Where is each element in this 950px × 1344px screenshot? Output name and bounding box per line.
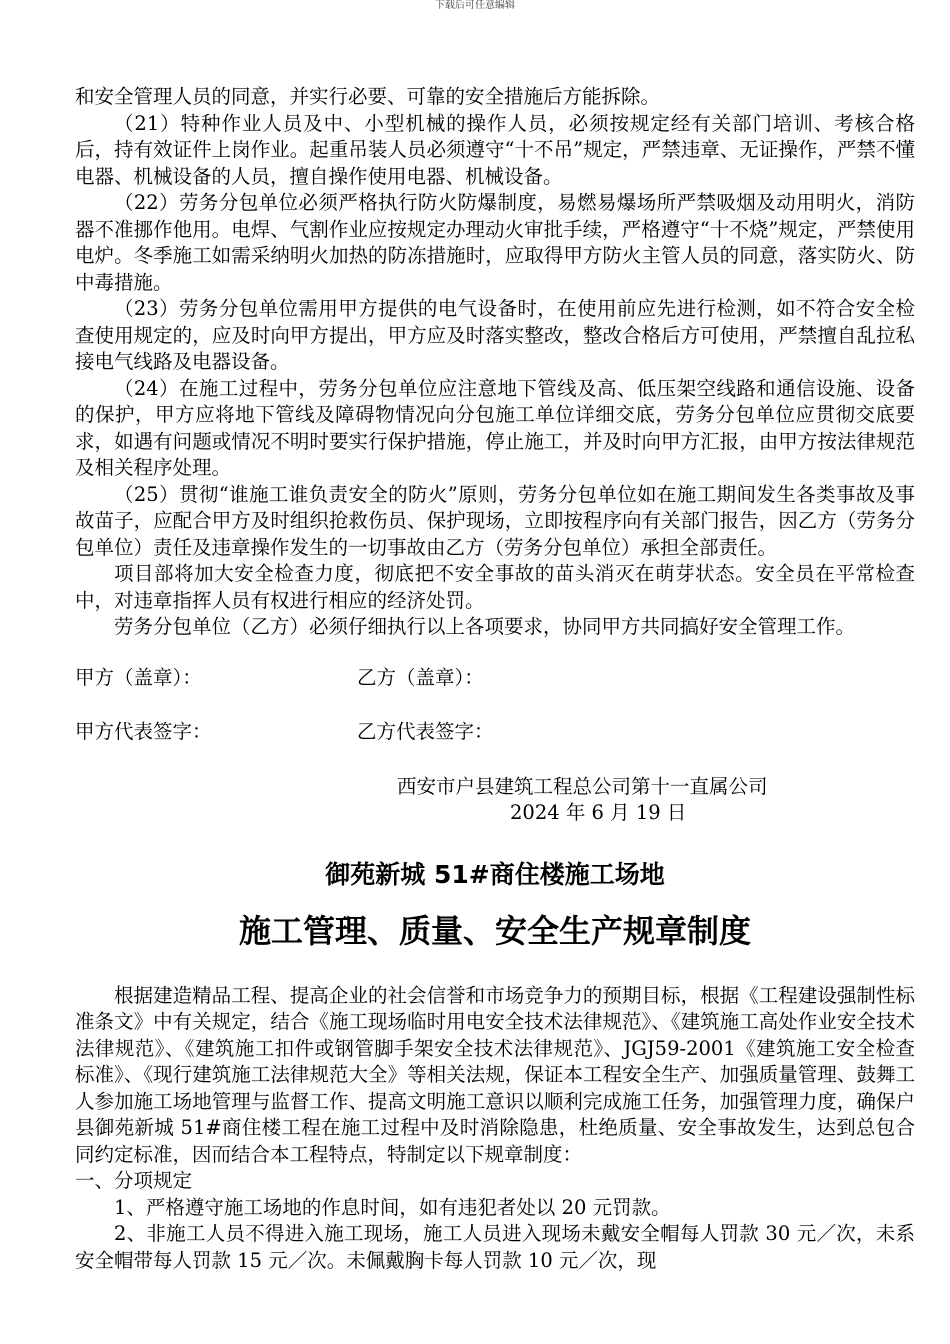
signing-date: 2024 年 6 月 19 日 — [510, 801, 687, 824]
section-top — [75, 84, 915, 641]
paragraph: 劳务分包单位（乙方）必须仔细执行以上各项要求，协同甲方共同搞好安全管理工作。 — [114, 615, 856, 638]
seal-row — [75, 665, 915, 692]
paragraph: （24）在施工过程中，劳务分包单位应注意地下管线及高、低压架空线路和通信设施、设备的保护，甲方应将地下管线及障碍物情况向分包施工单位详细交底，劳务分包单位应贯彻交底要求，如遇有问题或情况不明时要实行保护措施，停止施工，并及时向甲方汇报，由甲方按法律规范及相关程序处理。 — [75, 376, 915, 479]
section-bottom — [75, 983, 915, 1275]
party-a-rep-label: 甲方代表签字： — [75, 720, 212, 743]
company-name: 西安市户县建筑工程总公司第十一直属公司 — [397, 774, 768, 798]
paragraph: 和安全管理人员的同意，并实行必要、可靠的安全措施后方能拆除。 — [75, 85, 661, 108]
paragraph: 2、非施工人员不得进入施工现场，施工人员进入现场未戴安全帽每人罚款 30 元／次，未系安全帽带每人罚款 15 元／次。未佩戴胸卡每人罚款 10 元／次，现 — [75, 1222, 915, 1272]
party-a-seal-label: 甲方（盖章）： — [75, 665, 202, 689]
paragraph: 1、严格遵守施工场地的作息时间，如有违犯者处以 20 元罚款。 — [114, 1195, 671, 1219]
paragraph: 项目部将加大安全检查力度，彻底把不安全事故的苗头消灭在萌芽状态。安全员在平常检查中，对违章指挥人员有权进行相应的经济处罚。 — [75, 562, 915, 612]
party-b-rep-label: 乙方代表签字： — [357, 720, 494, 743]
section-heading: 一、分项规定 — [75, 1169, 193, 1192]
document-subtitle: 御苑新城 51#商住楼施工场地 — [325, 859, 665, 889]
document-title: 施工管理、质量、安全生产规章制度 — [238, 911, 751, 950]
document-body — [75, 84, 915, 1274]
paragraph: （23）劳务分包单位需用甲方提供的电气设备时，在使用前应先进行检测，如不符合安全检查使用规定的，应及时向甲方提出，甲方应及时落实整改，整改合格后方可使用，严禁擅自乱拉私接电气线路及电器设备。 — [75, 297, 915, 373]
paragraph: （22）劳务分包单位必须严格执行防火防爆制度，易燃易爆场所严禁吸烟及动用明火，消防器不准挪作他用。电焊、气割作业应按规定办理动火审批手续，严格遵守“十不烧”规定，严禁使用电炉。冬季施工如需采纳明火加热的防冻措施时，应取得甲方防火主管人员的同意，落实防火、防中毒措施。 — [75, 191, 915, 294]
party-b-seal-label: 乙方（盖章）： — [357, 665, 484, 689]
paragraph: （21）特种作业人员及中、小型机械的操作人员，必须按规定经有关部门培训、考核合格后，持有效证件上岗作业。起重吊装人员必须遵守“十不吊”规定，严禁违章、无证操作，严禁不懂电器、机械设备的人员，擅自操作使用电器、机械设备。 — [75, 111, 915, 188]
header-note: 下载后可任意编辑 — [435, 0, 515, 11]
spacer — [75, 641, 915, 665]
paragraph: 根据建造精品工程、提高企业的社会信誉和市场竞争力的预期目标，根据《工程建设强制性标准条文》中有关规定，结合《施工现场临时用电安全技术法律规范》、《建筑施工高处作业安全技术法律规范》、《建筑施工扣件或钢管脚手架安全技术法律规范》、JGJ59-2001《建筑施工安全检查标准》、《现行建筑施工法律规范大全》等相关法规，保证本工程安全生产、加强质量管理、鼓舞工人参加施工场地管理与监督工作、提高文明施工意识以顺利完成施工任务，加强管理力度，确保户县御苑新城 51#商住楼工程在施工过程中及时消除隐患，杜绝质量、安全事故发生，达到总包合同约定标准，因而结合本工程特点，特制定以下规章制度： — [75, 983, 915, 1166]
paragraph: （25）贯彻“谁施工谁负责安全的防火”原则，劳务分包单位如在施工期间发生各类事故及事故苗子，应配合甲方及时组织抢救伤员、保护现场，立即按程序向有关部门报告，因乙方（劳务分包单位）责任及违章操作发生的一切事故由乙方（劳务分包单位）承担全部责任。 — [75, 482, 915, 559]
representative-row — [75, 719, 915, 746]
